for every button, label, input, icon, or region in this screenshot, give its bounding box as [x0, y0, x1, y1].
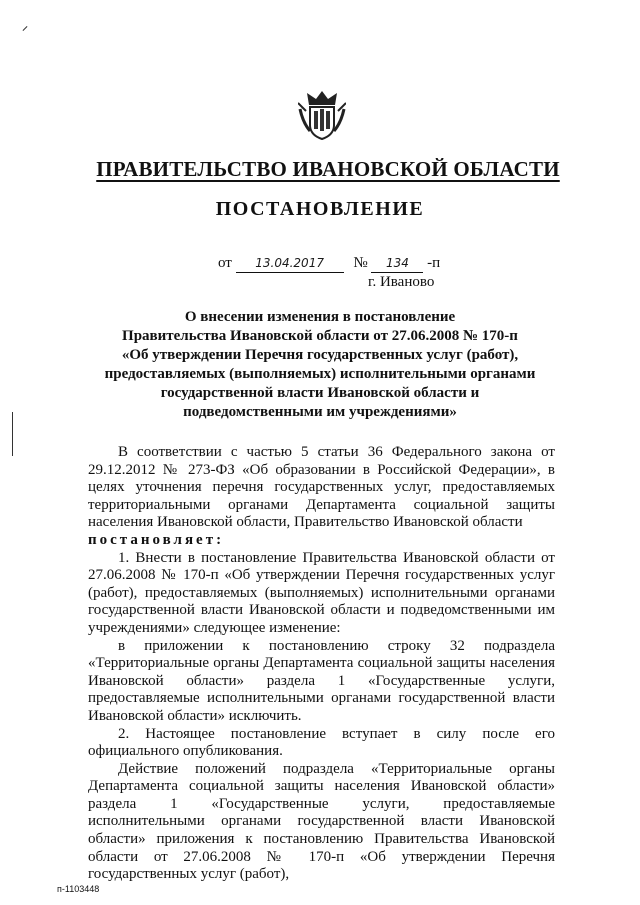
city: г. Иваново	[368, 274, 435, 290]
subject-line: государственной власти Ивановской области и	[160, 385, 480, 401]
document-subject	[100, 308, 540, 422]
number-suffix: -п	[427, 255, 441, 271]
subject-line: подведомственными им учреждениями»	[183, 404, 457, 420]
item-3-paragraph: Действие положений подраздела «Территориальные органы Департамента социальной защиты населения Ивановской области» раздела 1 «Государственные услуги, предоставляемые исполнительными органами государственной власти Ивановской области» приложения к постановлению Правительства Ивановской области от 27.06.2008 № 170-п «Об утверждении Перечня государственных услуг (работ),	[88, 760, 555, 883]
document-body	[88, 444, 555, 884]
document-type: ПОСТАНОВЛЕНИЕ	[215, 198, 425, 220]
number-field	[371, 255, 423, 273]
scan-check-mark	[23, 26, 28, 31]
subject-line: «Об утверждении Перечня государственных услуг (работ),	[121, 347, 519, 363]
decree-word	[88, 532, 555, 550]
date-prefix: от	[218, 255, 232, 271]
number-prefix: №	[353, 255, 368, 271]
scan-margin-line	[12, 412, 13, 456]
footer-code: п-1103448	[57, 884, 100, 894]
subject-line: Правительства Ивановской области от 27.06.2008 № 170-п	[122, 328, 518, 344]
coat-of-arms-icon	[298, 85, 346, 141]
preamble-paragraph: В соответствии с частью 5 статьи 36 Федерального закона от 29.12.2012 № 273-ФЗ «Об образовании в Российской Федерации», в целях уточнения перечня государственных услуг, предоставляемых территориальными органами Департамента социальной защиты населения Ивановской области, Правительство Ивановской области	[88, 444, 555, 531]
date-number-line	[218, 255, 440, 273]
subject-line: О внесении изменения в постановление	[184, 309, 456, 325]
item-1-change-paragraph: в приложении к постановлению строку 32 подраздела «Территориальные органы Департамента социальной защиты населения Ивановской области» раздела 1 «Государственные услуги, предоставляемые исполнительными органами государственной власти Ивановской области» исключить.	[88, 637, 555, 724]
date-field	[236, 255, 344, 273]
date-value: 13.04.2017	[255, 256, 324, 270]
subject-line: предоставляемых (выполняемых) исполнительными органами	[104, 366, 536, 382]
decree-word-text: постановляет:	[88, 531, 225, 548]
item-2-paragraph: 2. Настоящее постановление вступает в силу после его официального опубликования.	[88, 725, 555, 760]
item-1-paragraph: 1. Внести в постановление Правительства Ивановской области от 27.06.2008 № 170-п «Об утверждении Перечня государственных услуг (работ), предоставляемых (выполняемых) исполнительными органами государственной власти Ивановской области и подведомственными им учреждениями» следующее изменение:	[88, 549, 555, 636]
number-value: 134	[385, 256, 409, 270]
organization-title: ПРАВИТЕЛЬСТВО ИВАНОВСКОЙ ОБЛАСТИ	[96, 157, 560, 181]
